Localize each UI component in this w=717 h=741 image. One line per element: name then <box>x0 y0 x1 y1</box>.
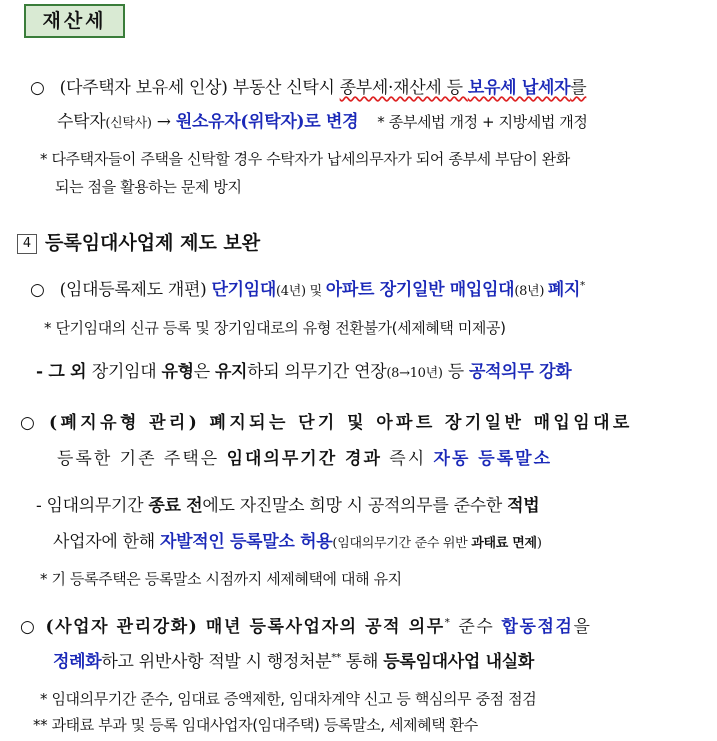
bullet-2-note: * 단기임대의 신규 등록 및 장기임대로의 유형 전환불가(세제혜택 미제공) <box>44 319 506 337</box>
footnote-marker: * <box>444 617 452 629</box>
bullet-3-dash-line-1 <box>36 491 539 516</box>
bullet-1-highlight: 보유세 납세자 <box>467 78 571 98</box>
dash-text: ) <box>536 536 542 551</box>
bullet-2-text: (8년) <box>514 284 548 299</box>
footnote-marker: * <box>580 280 585 292</box>
bullet-4-note-1: * 임대의무기간 준수, 임대료 증액제한, 임대차계약 신고 등 핵심의무 중점 점검 <box>40 690 537 708</box>
dash-text: 에도 자진말소 희망 시 공적의무를 준수한 <box>202 496 508 516</box>
bullet-3-text: 등록한 기존 주택은 <box>57 449 227 469</box>
dash-highlight: 공적의무 강화 <box>469 362 572 382</box>
dash-text: - 그 외 <box>36 362 92 382</box>
bullet-3-highlight: 자동 등록말소 <box>433 449 552 469</box>
dash-text: 사업자 <box>53 532 102 552</box>
dash-text: (임대의무기간 준수 위반 <box>332 536 472 551</box>
bullet-marker: ○ <box>30 78 45 98</box>
bullet-4-highlight: 정례화 <box>53 652 102 672</box>
dash-text: (8→10년) <box>386 366 443 381</box>
dash-highlight: 자발적인 등록말소 허용 <box>159 532 333 552</box>
bullet-2-highlight: 단기임대 <box>211 280 277 300</box>
dash-text: 에 한해 <box>101 532 160 552</box>
bullet-1-line-1 <box>30 73 586 98</box>
bullet-4-line-2 <box>53 647 534 672</box>
bullet-3-text: 임대의무기간 경과 <box>226 449 382 469</box>
bullet-1-note-line-2: 되는 점을 활용하는 문제 방지 <box>55 178 242 196</box>
bullet-1-text: 를 <box>570 78 587 98</box>
dash-text: 과태료 면제 <box>471 536 537 551</box>
bullet-3-line-2 <box>57 444 552 469</box>
bullet-2-dash <box>36 357 571 382</box>
bullet-4-text: (사업자 관리강화) 매년 등록사업자의 <box>45 617 366 637</box>
bullet-1-text: 종부세·재산세 등 <box>339 78 468 98</box>
section-heading-label: 등록임대사업제 제도 보완 <box>45 232 261 254</box>
bullet-3-text: 즉시 <box>381 449 434 469</box>
bullet-2-text: (4년) 및 <box>276 284 326 299</box>
bullet-3-note: * 기 등록주택은 등록말소 시점까지 세제혜택에 대해 유지 <box>40 570 402 588</box>
bullet-4-note-2: ** 과태료 부과 및 등록 임대사업자(임대주택) 등록말소, 세제혜택 환수 <box>33 716 478 734</box>
dash-text: 유지 <box>214 362 248 382</box>
bullet-3-text: (폐지유형 관리) 폐지되는 단기 및 아파트 장기일반 매입임대로 <box>49 413 633 433</box>
dash-text: 하되 의무기간 연장 <box>247 362 387 382</box>
bullet-3-line-1 <box>20 408 633 433</box>
dash-text: 장기임대 <box>91 362 162 382</box>
bullet-1-note-line-1: * 다주택자들이 주택을 신탁할 경우 수탁자가 납세의무자가 되어 종부세 부담이 완화 <box>40 150 570 168</box>
dash-text: 등 <box>442 362 470 382</box>
bullet-1-highlight: 원소유자(위탁자)로 변경 <box>175 112 359 132</box>
bullet-2-highlight: 폐지 <box>547 280 581 300</box>
arrow-text: → <box>151 112 176 132</box>
bullet-1-text: (신탁사) <box>105 116 152 131</box>
bullet-2-line <box>30 275 585 300</box>
section-number: 4 <box>17 234 37 254</box>
bullet-1-text: 수탁자 <box>57 112 106 132</box>
bullet-4-line-1 <box>20 612 592 637</box>
section-title-box <box>24 4 125 38</box>
dash-text: 적법 <box>507 496 540 516</box>
bullet-3-dash-line-2 <box>53 527 542 552</box>
bullet-4-text: 공적 의무 <box>365 617 445 637</box>
bullet-1-line-2 <box>57 107 588 132</box>
bullet-marker: ○ <box>20 413 39 433</box>
bullet-marker: ○ <box>20 617 37 637</box>
bullet-4-text: 등록임대사업 내실화 <box>383 652 534 672</box>
bullet-4-text: 을 <box>573 617 592 637</box>
bullet-2-highlight: 아파트 장기일반 매입임대 <box>325 280 515 300</box>
dash-text: 유형 <box>161 362 194 382</box>
bullet-1-text: (다주택자 보유세 인상) 부동산 신탁시 <box>59 78 340 98</box>
dash-text: 종료 전 <box>148 496 203 516</box>
bullet-4-text: 준수 <box>451 617 502 637</box>
bullet-4-text: 통해 <box>340 652 384 672</box>
section-title: 재산세 <box>42 10 107 32</box>
dash-text: 은 <box>193 362 215 382</box>
bullet-4-highlight: 합동점검 <box>501 617 574 637</box>
bullet-4-text: 하고 위반사항 적발 시 행정처분 <box>101 652 332 672</box>
dash-text: - 임대의무기간 <box>36 496 149 516</box>
footnote-marker: ** <box>331 652 341 664</box>
bullet-2-text: (임대등록제도 개편) <box>59 280 212 300</box>
section-heading <box>17 228 260 255</box>
bullet-1-note-inline: * 종부세법 개정 + 지방세법 개정 <box>377 113 588 131</box>
bullet-marker: ○ <box>30 280 45 300</box>
